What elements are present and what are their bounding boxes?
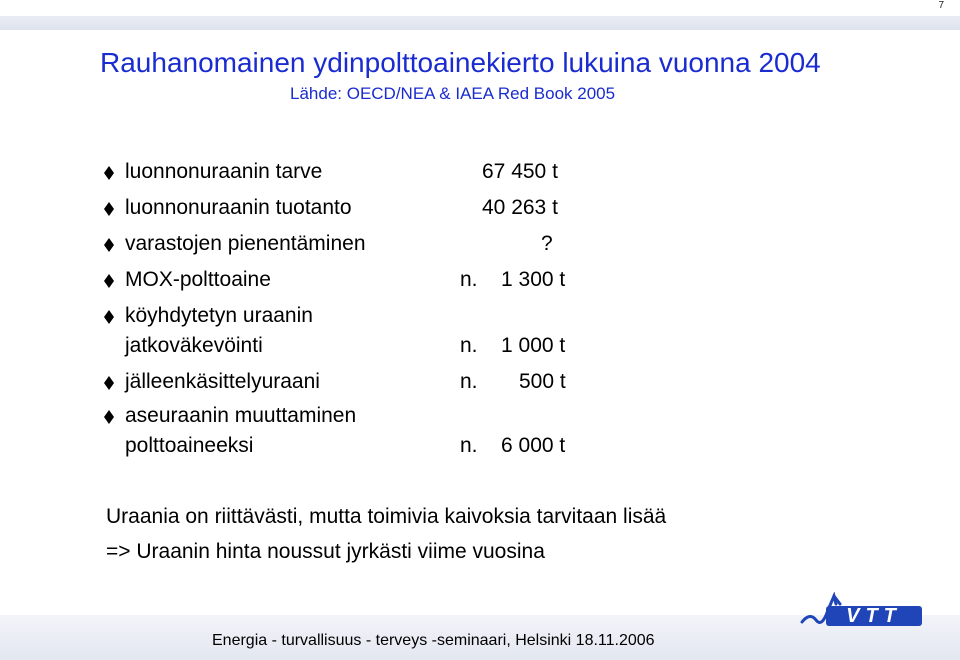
item-value: ? xyxy=(541,232,553,255)
item-value: 500 t xyxy=(519,370,566,393)
item-prefix: n. xyxy=(460,370,478,393)
item-label: köyhdytetyn uraanin xyxy=(125,304,313,327)
item-label: luonnonuraanin tuotanto xyxy=(125,196,352,219)
item-label: jälleenkäsittelyuraani xyxy=(125,370,320,393)
logo-text: VTT xyxy=(846,605,902,627)
source-citation: Lähde: OECD/NEA & IAEA Red Book 2005 xyxy=(290,84,616,103)
item-label: MOX-polttoaine xyxy=(125,268,271,291)
diamond-bullet-icon xyxy=(103,376,115,390)
header-bar xyxy=(0,16,960,30)
item-value: 67 450 t xyxy=(482,160,558,183)
diamond-bullet-icon xyxy=(103,202,115,216)
diamond-bullet-icon xyxy=(103,238,115,252)
conclusion-line-1: Uraania on riittävästi, mutta toimivia kaivoksia tarvitaan lisää xyxy=(106,505,667,528)
item-prefix: n. xyxy=(460,268,478,291)
diamond-bullet-icon xyxy=(103,410,115,424)
item-value: 40 263 t xyxy=(482,196,558,219)
page-number: 7 xyxy=(938,0,944,11)
item-label: aseuraanin muuttaminen xyxy=(125,404,357,427)
item-label-continuation: jatkoväkevöinti xyxy=(125,334,263,357)
conclusion-line-2: => Uraanin hinta noussut jyrkästi viime vuosina xyxy=(106,540,545,563)
item-value: 6 000 t xyxy=(501,434,566,457)
item-prefix: n. xyxy=(460,334,478,357)
item-label-continuation: polttoaineeksi xyxy=(125,434,254,457)
diamond-bullet-icon xyxy=(103,274,115,288)
diamond-bullet-icon xyxy=(103,310,115,324)
item-value: 1 000 t xyxy=(501,334,566,357)
item-label: varastojen pienentäminen xyxy=(125,232,366,255)
item-label: luonnonuraanin tarve xyxy=(125,160,323,183)
slide-title: Rauhanomainen ydinpolttoainekierto lukuina vuonna 2004 xyxy=(100,47,821,78)
vtt-logo xyxy=(800,592,930,645)
diamond-bullet-icon xyxy=(103,166,115,180)
item-prefix: n. xyxy=(460,434,478,457)
item-value: 1 300 t xyxy=(501,268,566,291)
footer-text: Energia - turvallisuus - terveys -seminaari, Helsinki 18.11.2006 xyxy=(212,632,655,649)
